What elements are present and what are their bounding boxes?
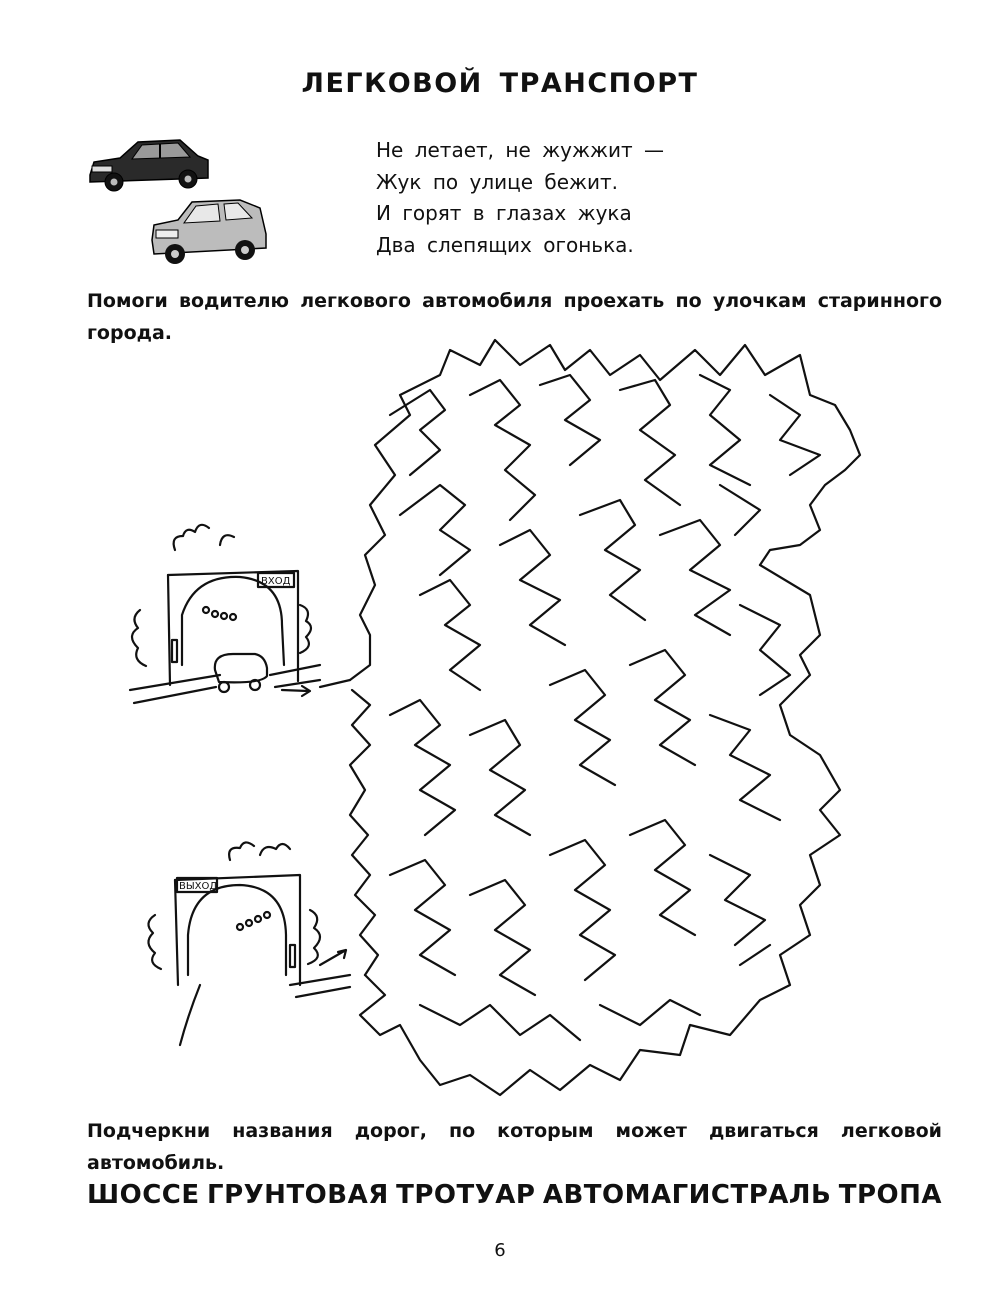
task-instruction-maze: Помоги водителю легкового автомобиля проехать по улочкам старинного города. (87, 290, 942, 344)
entrance-tunnel (130, 525, 350, 703)
exit-tunnel (148, 842, 350, 1045)
road-name-option[interactable]: ТРОПА (838, 1180, 942, 1210)
exit-sign: ВЫХОД (179, 881, 218, 892)
page-number: 6 (494, 1240, 506, 1261)
road-name-option[interactable]: ГРУНТОВАЯ (207, 1180, 389, 1210)
poem (376, 135, 664, 261)
road-name-option[interactable]: ШОССЕ (87, 1180, 200, 1210)
maze-walls (350, 340, 860, 1095)
road-name-option[interactable]: АВТОМАГИСТРАЛЬ (542, 1180, 832, 1210)
grey-suv-image (152, 200, 266, 264)
road-name-option[interactable]: ТРОТУАР (396, 1180, 536, 1210)
poem-line: Не летает, не жужжит — (376, 138, 664, 162)
poem-line: Два слепящих огонька. (376, 232, 634, 257)
cars-illustration (80, 130, 280, 275)
dark-sedan-image (90, 140, 208, 191)
entrance-sign: ВХОД (261, 576, 291, 587)
poem-line: Жук по улице бежит. (376, 169, 619, 194)
maze[interactable] (120, 335, 920, 1105)
task-instruction-roads: Подчеркни названия дорог, по которым может двигаться легковой автомобиль. (87, 1120, 942, 1174)
page-title: ЛЕГКОВОЙ ТРАНСПОРТ (301, 68, 699, 99)
poem-line: И горят в глазах жука (376, 201, 632, 225)
road-names-list (87, 1180, 942, 1210)
